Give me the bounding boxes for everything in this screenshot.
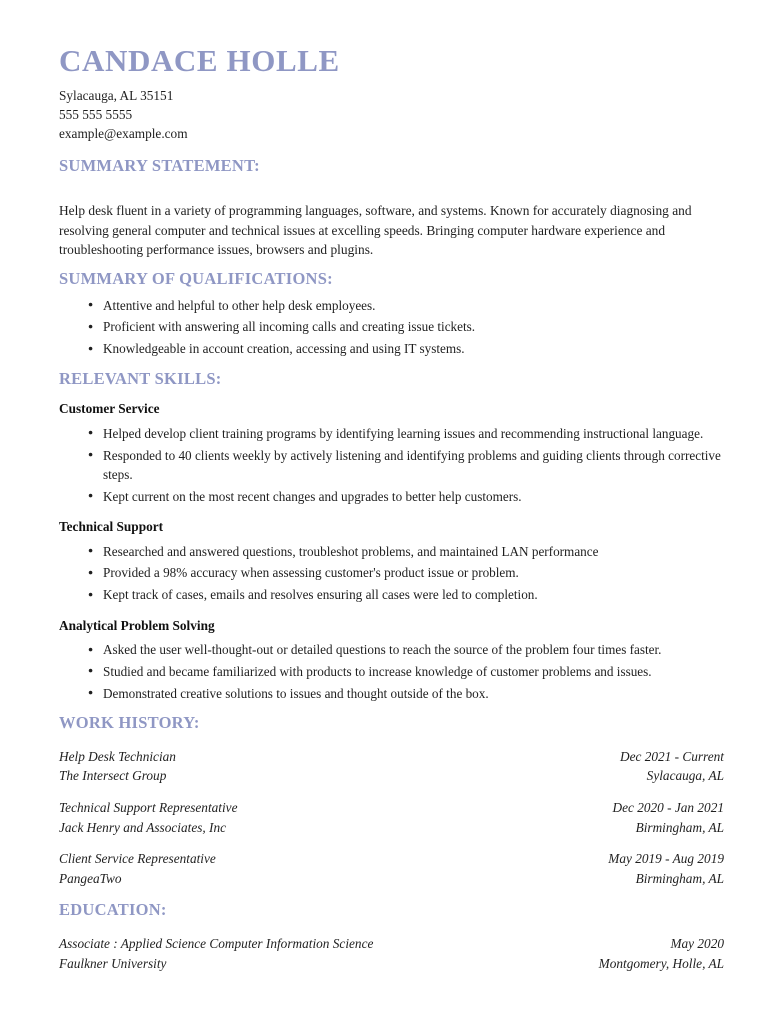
job-location: Sylacauga, AL <box>646 768 724 784</box>
entry-company-row <box>59 818 724 838</box>
company-name: Jack Henry and Associates, Inc <box>59 819 227 835</box>
list-item: ● Attentive and helpful to other help desk employees. <box>59 296 724 315</box>
job-location: Birmingham, AL <box>635 870 724 886</box>
list-item: ● Responded to 40 clients weekly by actively listening and identifying problems and guiding clients through corrective steps. <box>59 446 724 485</box>
job-title: Technical Support Representative <box>59 800 238 816</box>
list-item: ● Studied and became familiarized with products to increase knowledge of customer problems and issues. <box>59 662 724 681</box>
work-history-entry <box>59 747 724 786</box>
section-education <box>59 900 724 973</box>
entry-degree-row <box>59 934 724 954</box>
list-item: ● Helped develop client training programs by identifying learning issues and recommending instructional language. <box>59 424 724 443</box>
list-item: ● Demonstrated creative solutions to issues and thought outside of the box. <box>59 684 724 703</box>
company-name: PangeaTwo <box>59 870 122 886</box>
skill-bullet-list <box>59 640 724 703</box>
section-heading-work-history: WORK HISTORY: <box>59 713 200 733</box>
graduation-date: May 2020 <box>670 936 724 952</box>
entry-title-row <box>59 849 724 869</box>
contact-phone: 555 555 5555 <box>59 107 133 123</box>
job-dates: Dec 2021 - Current <box>619 748 724 764</box>
entry-title-row <box>59 747 724 767</box>
section-summary-of-qualifications <box>59 269 724 359</box>
section-relevant-skills <box>59 369 724 704</box>
entry-title-row <box>59 798 724 818</box>
section-summary-statement <box>59 156 724 259</box>
list-item: ● Researched and answered questions, troubleshot problems, and maintained LAN performance <box>59 542 724 561</box>
list-item: ● Kept track of cases, emails and resolves ensuring all cases were led to completion. <box>59 585 724 604</box>
section-work-history <box>59 713 724 888</box>
skill-bullet-list <box>59 424 724 507</box>
education-entry <box>59 934 724 973</box>
entry-school-row <box>59 954 724 974</box>
work-history-entry <box>59 798 724 837</box>
entry-company-row <box>59 766 724 786</box>
company-name: The Intersect Group <box>59 768 167 784</box>
section-heading-summary-of-qualifications: SUMMARY OF QUALIFICATIONS: <box>59 268 333 288</box>
school-name: Faulkner University <box>59 955 167 971</box>
qualifications-list <box>59 296 724 359</box>
contact-email: example@example.com <box>59 126 188 142</box>
job-title: Help Desk Technician <box>59 748 176 764</box>
skill-group-title: Analytical Problem Solving <box>59 617 215 633</box>
list-item: ● Proficient with answering all incoming calls and creating issue tickets. <box>59 317 724 336</box>
summary-paragraph: Help desk fluent in a variety of programming languages, software, and systems. Known for accurately diagnosing and resolving general computer and technical issues at excelling speeds. Bringing computer hardware experience and troubleshooting performance issues, browsers and plugins. <box>59 203 692 258</box>
section-heading-relevant-skills: RELEVANT SKILLS: <box>59 368 222 388</box>
list-item: ● Kept current on the most recent changes and upgrades to better help customers. <box>59 487 724 506</box>
resume-header <box>59 44 724 143</box>
job-title: Client Service Representative <box>59 851 216 867</box>
list-item: ● Provided a 98% accuracy when assessing customer's product issue or problem. <box>59 563 724 582</box>
entry-company-row <box>59 869 724 889</box>
school-location: Montgomery, Holle, AL <box>598 955 724 971</box>
list-item: ● Asked the user well-thought-out or detailed questions to reach the source of the problem four times faster. <box>59 640 724 659</box>
degree-title: Associate : Applied Science Computer Information Science <box>59 936 374 952</box>
skill-group-title: Technical Support <box>59 519 164 535</box>
skill-bullet-list <box>59 542 724 605</box>
job-location: Birmingham, AL <box>635 819 724 835</box>
skill-group-title: Customer Service <box>59 401 160 417</box>
section-heading-summary-statement: SUMMARY STATEMENT: <box>59 156 260 176</box>
skill-group-analytical-problem-solving <box>59 617 724 704</box>
skill-group-technical-support <box>59 518 724 605</box>
job-dates: Dec 2020 - Jan 2021 <box>612 800 724 816</box>
contact-location: Sylacauga, AL 35151 <box>59 88 174 104</box>
list-item: ● Knowledgeable in account creation, accessing and using IT systems. <box>59 339 724 358</box>
skill-group-customer-service <box>59 400 724 506</box>
work-history-entry <box>59 849 724 888</box>
candidate-name: CANDACE HOLLE <box>59 43 340 78</box>
job-dates: May 2019 - Aug 2019 <box>608 851 724 867</box>
section-heading-education: EDUCATION: <box>59 900 167 920</box>
